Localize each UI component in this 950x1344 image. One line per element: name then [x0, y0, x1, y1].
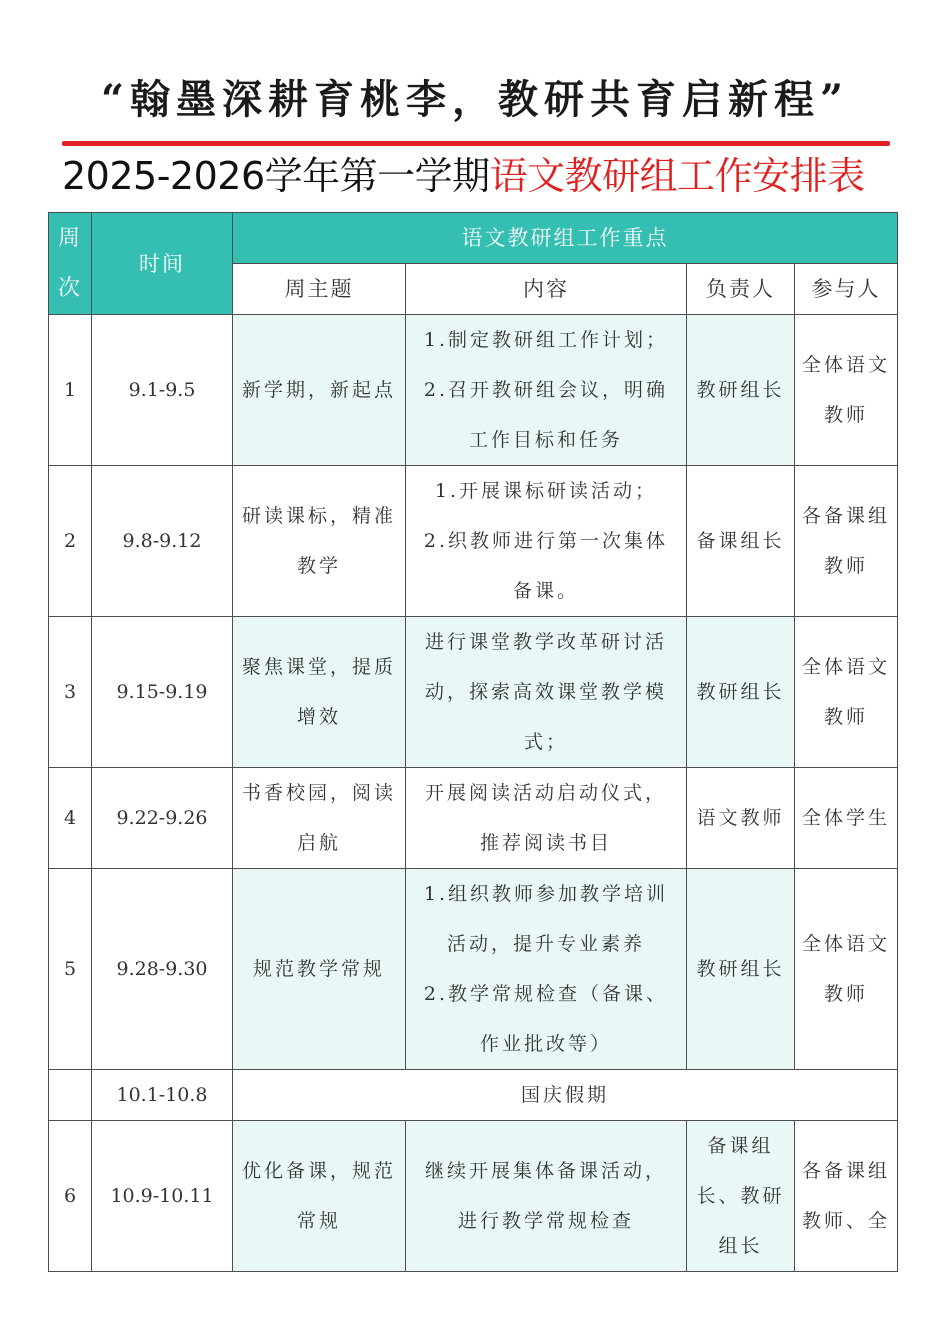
content-cell: 1.开展课标研读活动； 2.织教师进行第一次集体 备课。 [406, 466, 687, 617]
document-heading [62, 152, 892, 200]
heading-highlight: 语文教研组工作安排表 [489, 154, 865, 198]
week-cell [49, 1070, 92, 1121]
theme-cell: 新学期，新起点 [233, 315, 406, 466]
table-row [49, 1070, 898, 1121]
participants-cell: 全体语文教师 [795, 869, 898, 1070]
theme-cell: 书香校园，阅读启航 [233, 768, 406, 869]
content-cell: 进行课堂教学改革研讨活 动，探索高效课堂教学模 式； [406, 617, 687, 768]
header-participants: 参与人 [795, 264, 898, 315]
work-schedule-table [48, 212, 898, 1272]
header-focus: 语文教研组工作重点 [233, 213, 898, 264]
participants-cell: 各备课组教师、全 [795, 1121, 898, 1272]
time-cell: 10.1-10.8 [92, 1070, 233, 1121]
lead-cell: 语文教师 [687, 768, 795, 869]
week-cell: 6 [49, 1121, 92, 1272]
theme-cell: 规范教学常规 [233, 869, 406, 1070]
header-theme: 周主题 [233, 264, 406, 315]
participants-cell: 全体学生 [795, 768, 898, 869]
participants-cell: 全体语文教师 [795, 315, 898, 466]
time-cell: 9.28-9.30 [92, 869, 233, 1070]
theme-cell: 研读课标，精准教学 [233, 466, 406, 617]
table-row [49, 617, 898, 768]
time-cell: 9.22-9.26 [92, 768, 233, 869]
participants-cell: 各备课组教师 [795, 466, 898, 617]
header-week: 周次 [49, 213, 92, 315]
week-cell: 3 [49, 617, 92, 768]
week-cell: 1 [49, 315, 92, 466]
lead-cell: 教研组长 [687, 315, 795, 466]
table-row [49, 315, 898, 466]
table-row [49, 869, 898, 1070]
table-row [49, 768, 898, 869]
lead-cell: 备课组长、教研组长 [687, 1121, 795, 1272]
lead-cell: 教研组长 [687, 617, 795, 768]
header-time: 时间 [92, 213, 233, 315]
time-cell: 10.9-10.11 [92, 1121, 233, 1272]
theme-cell: 优化备课，规范常规 [233, 1121, 406, 1272]
time-cell: 9.1-9.5 [92, 315, 233, 466]
table-row [49, 1121, 898, 1272]
week-cell: 5 [49, 869, 92, 1070]
week-cell: 4 [49, 768, 92, 869]
time-cell: 9.15-9.19 [92, 617, 233, 768]
holiday-cell: 国庆假期 [233, 1070, 898, 1121]
content-cell: 1.组织教师参加教学培训 活动，提升专业素养 2.教学常规检查（备课、 作业批改等） [406, 869, 687, 1070]
week-cell: 2 [49, 466, 92, 617]
header-lead: 负责人 [687, 264, 795, 315]
lead-cell: 备课组长 [687, 466, 795, 617]
header-content: 内容 [406, 264, 687, 315]
motto-title: “翰墨深耕育桃李，教研共育启新程” [100, 76, 849, 123]
theme-cell: 聚焦课堂，提质增效 [233, 617, 406, 768]
content-cell: 继续开展集体备课活动， 进行教学常规检查 [406, 1121, 687, 1272]
content-cell: 开展阅读活动启动仪式， 推荐阅读书目 [406, 768, 687, 869]
heading-term: 2025-2026学年第一学期 [62, 154, 490, 198]
participants-cell: 全体语文教师 [795, 617, 898, 768]
time-cell: 9.8-9.12 [92, 466, 233, 617]
content-cell: 1.制定教研组工作计划； 2.召开教研组会议，明确 工作目标和任务 [406, 315, 687, 466]
red-divider [62, 141, 890, 146]
table-row [49, 466, 898, 617]
lead-cell: 教研组长 [687, 869, 795, 1070]
